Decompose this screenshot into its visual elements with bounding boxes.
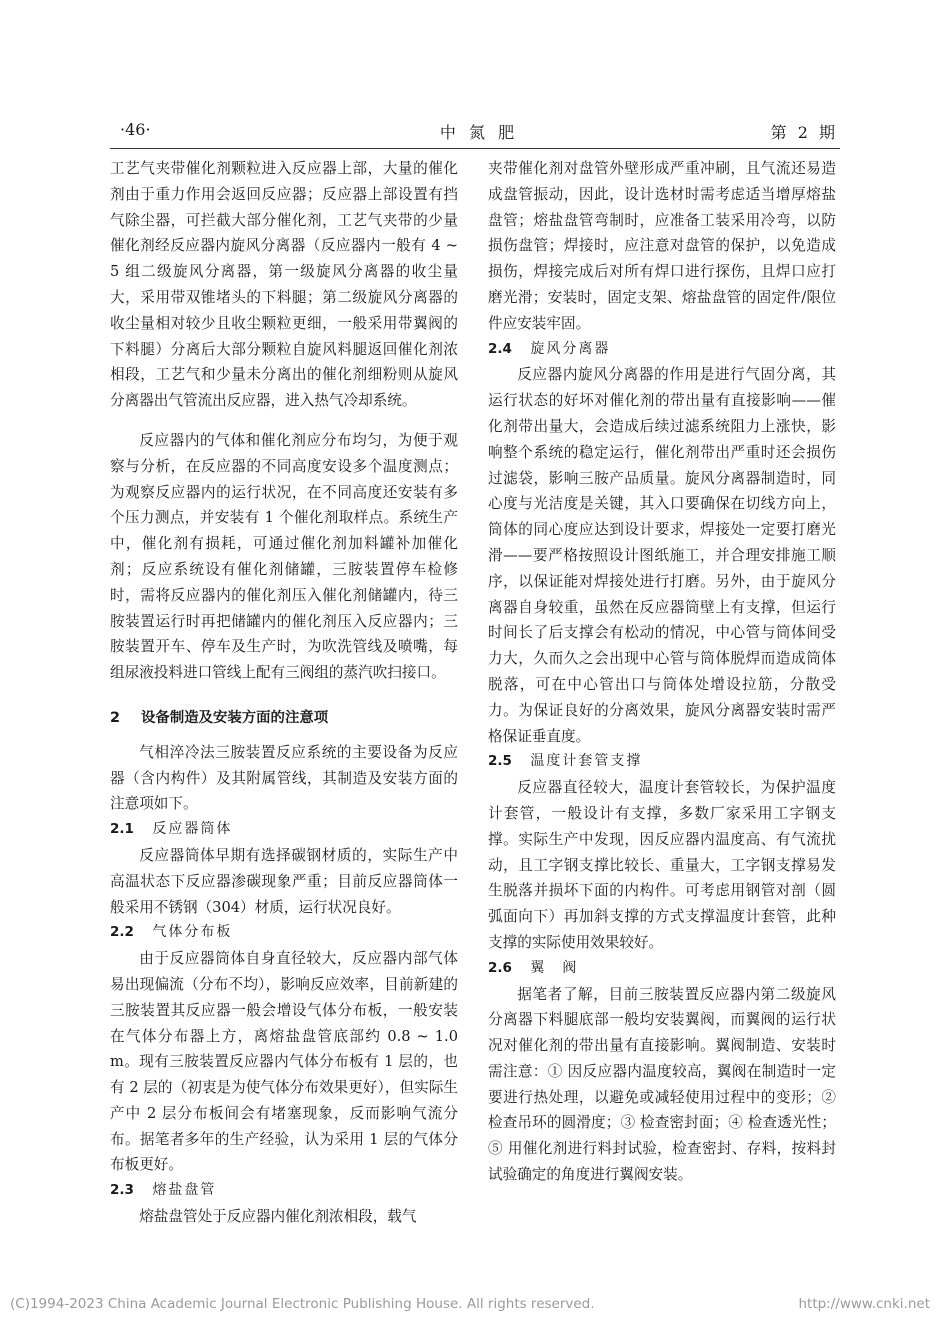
footer-url: http://www.cnki.net xyxy=(798,1296,930,1312)
paragraph: 反应器内旋风分离器的作用是进行气固分离，其运行状态的好坏对催化剂的带出量有直接影响——催化剂带出量大，会造成后续过滤系统阻力上涨快，影响整个系统的稳定运行，催化剂带出严重时还会损伤过滤袋，影响三胺产品质量。旋风分离器制造时，同心度与光洁度是关键，其入口要确保在切线方向上，筒体的同心度应达到设计要求，焊接处一定要打磨光滑——要严格按照设计图纸施工，并合理安排施工顺序，以保证能对焊接处进行打磨。另外，由于旋风分离器自身较重，虽然在反应器筒壁上有支撑，但运行时间长了后支撑会有松动的情况，中心管与筒体间受力大，久而久之会出现中心管与筒体脱焊而造成筒体脱落，可在中心管出口与筒体处增设拉筋，分散受力。为保证良好的分离效果，旋风分离器安装时需严格保证垂直度。 xyxy=(488,366,836,745)
subsection-number: 2.1 xyxy=(110,821,134,838)
subsection-title: 旋风分离器 xyxy=(530,340,611,357)
subsection-heading-2-3 xyxy=(110,1178,458,1204)
right-column xyxy=(488,156,836,1188)
paragraph: 反应器筒体早期有选择碳钢材质的，实际生产中高温状态下反应器渗碳现象严重；目前反应器筒体一般采用不锈钢（304）材质，运行状况良好。 xyxy=(110,846,458,916)
subsection-number: 2.2 xyxy=(110,924,134,941)
subsection-heading-2-6 xyxy=(488,956,836,982)
subsection-title: 气体分布板 xyxy=(152,924,233,941)
page-header xyxy=(120,120,838,144)
subsection-heading-2-4 xyxy=(488,337,836,363)
page-number: ·46· xyxy=(120,120,151,139)
issue-number: 第 2 期 xyxy=(770,123,838,142)
subsection-title: 反应器筒体 xyxy=(152,821,233,838)
paragraph: 工艺气夹带催化剂颗粒进入反应器上部，大量的催化剂由于重力作用会返回反应器；反应器上部设置有挡气除尘器，可拦截大部分催化剂，工艺气夹带的少量催化剂经反应器内旋风分离器（反应器内一般有 4 ~ 5 组二级旋风分离器，第一级旋风分离器的收尘量大，采用带双锥堵头的下料腿；第二级旋风分离器的收尘量相对较少且收尘颗粒更细，一般采用带翼阀的下料腿）分离后大部分颗粒自旋风料腿返回催化剂浓相段，工艺气和少量未分离出的催化剂细粉则从旋风分离器出气管流出反应器，进入热气冷却系统。 xyxy=(110,160,458,410)
subsection-heading-2-1 xyxy=(110,817,458,843)
left-column xyxy=(110,156,458,1230)
paragraph: 由于反应器筒体自身直径较大，反应器内部气体易出现偏流（分布不均），影响反应效率，目前新建的三胺装置其反应器一般会增设气体分布板，一般安装在气体分布器上方，离熔盐盘管底部约 0.8 ~ 1.0 m。现有三胺装置反应器内气体分布板有 1 层的，也有 2 层的（初衷是为使气体分布效果更好），但实际生产中 2 层分布板间会有堵塞现象，反而影响气流分布。据笔者多年的生产经验，认为采用 1 层的气体分布板更好。 xyxy=(110,950,458,1174)
copyright-text: (C)1994-2023 China Academic Journal Electronic Publishing House. All rights reserved. xyxy=(10,1296,595,1312)
section-heading-2 xyxy=(110,706,458,732)
subsection-title: 温度计套管支撑 xyxy=(530,753,643,770)
paragraph: 反应器直径较大，温度计套管较长，为保护温度计套管，一般设计有支撑，多数厂家采用工字钢支撑。实际生产中发现，因反应器内温度高、有气流扰动，且工字钢支撑比较长、重量大，工字钢支撑易发生脱落并损坏下面的内构件。可考虑用钢管对剖（圆弧面向下）再加斜支撑的方式支撑温度计套管，此种支撑的实际使用效果较好。 xyxy=(488,779,836,951)
header-rule xyxy=(110,148,840,149)
subsection-number: 2.5 xyxy=(488,753,512,770)
section-title: 设备制造及安装方面的注意项 xyxy=(141,709,329,726)
paragraph: 反应器内的气体和催化剂应分布均匀，为便于观察与分析，在反应器的不同高度安设多个温度测点；为观察反应器内的运行状况，在不同高度还安装有多个压力测点，并安装有 1 个催化剂取样点。系统生产中，催化剂有损耗，可通过催化剂加料罐补加催化剂；反应系统设有催化剂储罐，三胺装置停车检修时，需将反应器内的催化剂压入催化剂储罐内，待三胺装置运行时再把储罐内的催化剂压入反应器内；三胺装置开车、停车及生产时，为吹洗管线及喷嘴，每组尿液投料进口管线上配有三阀组的蒸汽吹扫接口。 xyxy=(110,431,458,682)
section-number: 2 xyxy=(110,709,121,726)
subsection-heading-2-5 xyxy=(488,749,836,775)
paragraph: 气相淬冷法三胺装置反应系统的主要设备为反应器（含内构件）及其附属管线，其制造及安装方面的注意项如下。 xyxy=(110,743,458,813)
subsection-heading-2-2 xyxy=(110,920,458,946)
subsection-title: 熔盐盘管 xyxy=(152,1182,217,1199)
subsection-number: 2.3 xyxy=(110,1182,134,1199)
subsection-number: 2.6 xyxy=(488,959,512,976)
journal-name: 中 氮 肥 xyxy=(439,123,519,142)
paragraph: 夹带催化剂对盘管外壁形成严重冲刷，且气流还易造成盘管振动，因此，设计选材时需考虑适当增厚熔盐盘管；熔盐盘管弯制时，应准备工装采用冷弯，以防损伤盘管；焊接时，应注意对盘管的保护，以免造成损伤，焊接完成后对所有焊口进行探伤，且焊口应打磨光滑；安装时，固定支架、熔盐盘管的固定件/限位件应安装牢固。 xyxy=(488,160,836,332)
subsection-number: 2.4 xyxy=(488,340,512,357)
subsection-title: 翼 阀 xyxy=(530,959,579,976)
paragraph: 熔盐盘管处于反应器内催化剂浓相段，载气 xyxy=(139,1208,417,1226)
paragraph: 据笔者了解，目前三胺装置反应器内第二级旋风分离器下料腿底部一般均安装翼阀，而翼阀的运行状况对催化剂的带出量有直接影响。翼阀制造、安装时需注意：① 因反应器内温度较高，翼阀在制造时一定要进行热处理，以避免或减轻使用过程中的变形；② 检查吊环的圆滑度；③ 检查密封面；④ 检查透光性；⑤ 用催化剂进行料封试验，检查密封、存料，按料封试验确定的角度进行翼阀安装。 xyxy=(488,985,836,1184)
